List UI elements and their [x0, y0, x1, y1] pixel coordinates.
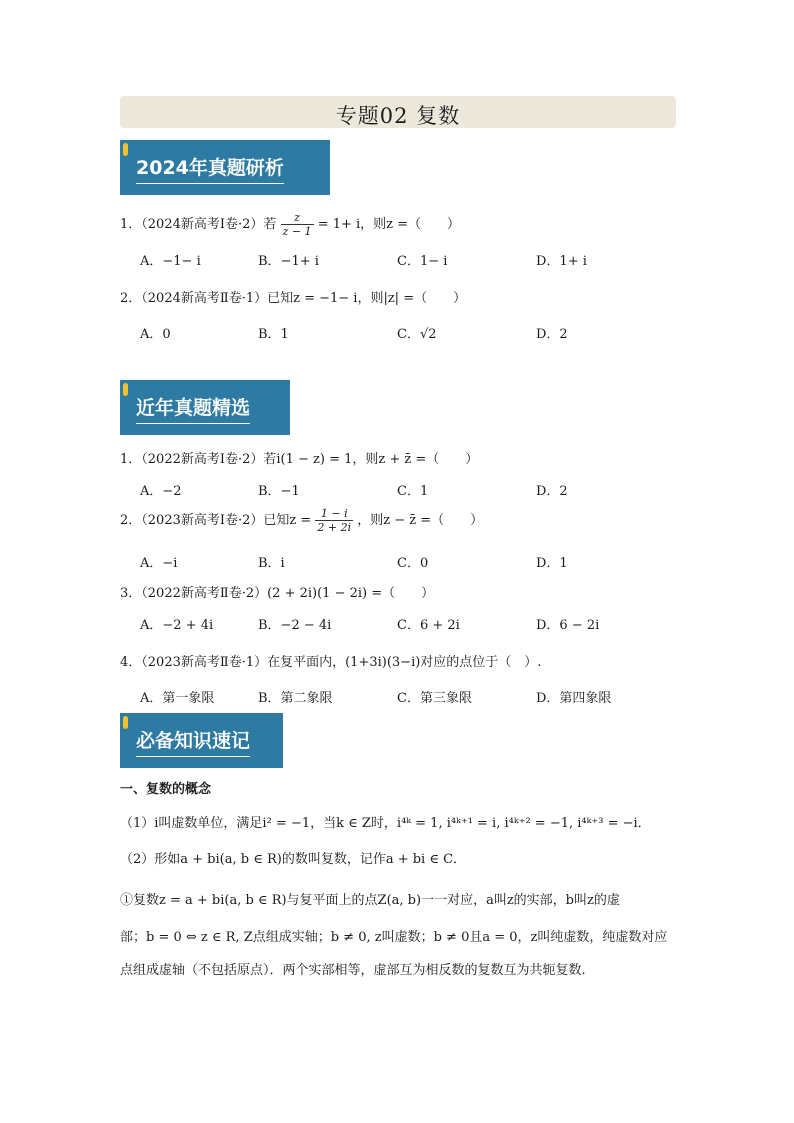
question-recent-2: [120, 507, 483, 534]
option-a: A．−2 + 4i: [140, 618, 214, 633]
option-c: C．1− i: [397, 254, 448, 269]
option-a: A．−i: [140, 556, 178, 571]
question-2024-1: [120, 211, 460, 238]
question-prefix: 2．（2023新高考Ⅰ卷·2）已知z =: [120, 513, 312, 528]
fraction-denominator: z − 1: [282, 225, 312, 238]
fraction: [281, 211, 314, 238]
section-banner-knowledge: [120, 713, 283, 768]
option-d: D．2: [536, 484, 568, 499]
knowledge-paragraph-2: （2）形如a + bi(a, b ∈ R)的数叫复数，记作a + bi ∈ C．: [120, 852, 467, 867]
question-suffix: ，则z − z̄ =（ ）: [357, 513, 484, 528]
knowledge-paragraph-1: （1）i叫虚数单位，满足i² = −1，当k ∈ Z时，i⁴ᵏ = 1, i⁴ᵏ⁺¹ = i, i⁴ᵏ⁺² = −1, i⁴ᵏ⁺³ = −i．: [120, 816, 651, 831]
option-b: B．−2 − 4i: [258, 618, 332, 633]
option-c: C．6 + 2i: [397, 618, 460, 633]
banner-title: 近年真题精选: [136, 393, 250, 424]
banner-title: 必备知识速记: [136, 726, 250, 757]
option-c: C．√2: [397, 327, 437, 342]
option-d: D．6 − 2i: [536, 618, 600, 633]
option-c: C．第三象限: [397, 691, 472, 706]
banner-tab-marker: [123, 383, 128, 396]
option-a: A．0: [140, 327, 171, 342]
page-title: 专题02 复数: [120, 96, 676, 128]
option-d: D．2: [536, 327, 568, 342]
fraction-numerator: 1 − i: [315, 507, 353, 521]
option-b: B．−1+ i: [258, 254, 319, 269]
option-d: D．1: [536, 556, 568, 571]
knowledge-paragraph-5: 点组成虚轴（不包括原点）．两个实部相等，虚部互为相反数的复数互为共轭复数．: [120, 963, 595, 978]
option-b: B．i: [258, 556, 285, 571]
knowledge-paragraph-3: ①复数z = a + bi(a, b ∈ R)与复平面上的点Z(a, b)一一对应，a叫z的实部，b叫z的虚: [120, 893, 620, 908]
question-recent-4: 4．（2023新高考Ⅱ卷·1）在复平面内，(1+3i)(3−i)对应的点位于（ ）.: [120, 655, 542, 670]
banner-title: 2024年真题研析: [136, 153, 284, 184]
section-heading: 一、复数的概念: [120, 782, 212, 797]
question-recent-3: 3．（2022新高考Ⅱ卷·2）(2 + 2i)(1 − 2i) =（ ）: [120, 586, 435, 601]
fraction: [315, 507, 353, 534]
option-b: B．第二象限: [258, 691, 333, 706]
option-a: A．第一象限: [140, 691, 215, 706]
section-banner-2024: [120, 140, 330, 195]
option-a: A．−2: [140, 484, 182, 499]
question-2024-2: 2．（2024新高考Ⅱ卷·1）已知z = −1− i，则|z| =（ ）: [120, 291, 467, 306]
option-c: C．0: [397, 556, 429, 571]
question-recent-1: 1．（2022新高考Ⅰ卷·2）若i(1 − z) = 1，则z + z̄ =（ ）: [120, 452, 479, 467]
option-c: C．1: [397, 484, 429, 499]
fraction-numerator: z: [281, 211, 314, 225]
fraction-denominator: 2 + 2i: [317, 521, 352, 534]
knowledge-paragraph-4: 部；b = 0 ⇔ z ∈ R, Z点组成实轴；b ≠ 0, z叫虚数；b ≠ 0且a = 0，z叫纯虚数，纯虚数对应: [120, 930, 668, 945]
question-suffix: = 1+ i，则z =（ ）: [317, 217, 461, 232]
banner-tab-marker: [123, 716, 128, 729]
option-d: D．1+ i: [536, 254, 587, 269]
option-b: B．1: [258, 327, 289, 342]
option-a: A．−1− i: [140, 254, 201, 269]
question-prefix: 1．（2024新高考Ⅰ卷·2）若: [120, 217, 277, 232]
banner-tab-marker: [123, 143, 128, 156]
option-d: D．第四象限: [536, 691, 612, 706]
section-banner-recent: [120, 380, 290, 435]
option-b: B．−1: [258, 484, 300, 499]
